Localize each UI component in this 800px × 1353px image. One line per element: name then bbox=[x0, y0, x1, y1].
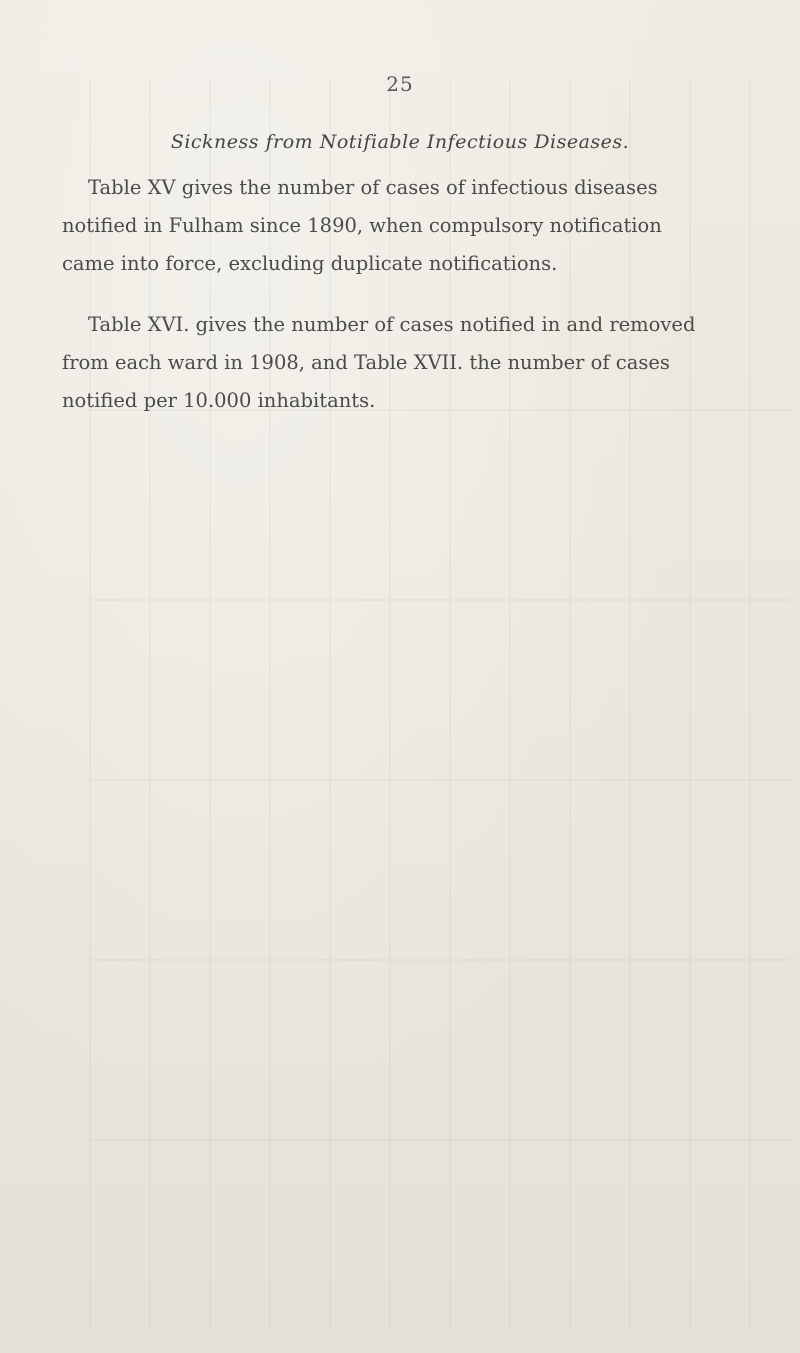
paragraph-line: notified in Fulham since 1890, when compulsory notification bbox=[62, 214, 662, 237]
section-title: Sickness from Notifiable Infectious Diseases. bbox=[170, 131, 630, 153]
paragraph-table-xv bbox=[62, 169, 738, 283]
page-number: 25 bbox=[386, 72, 414, 96]
paragraph-line: Table XV gives the number of cases of infectious diseases bbox=[88, 176, 658, 199]
paragraph-line: Table XVI. gives the number of cases notified in and removed bbox=[88, 313, 696, 336]
paragraph-line: came into force, excluding duplicate notifications. bbox=[62, 252, 558, 275]
paragraph-line: notified per 10.000 inhabitants. bbox=[62, 389, 376, 412]
paragraph-line: from each ward in 1908, and Table XVII. the number of cases bbox=[62, 351, 670, 374]
paragraph-table-xvi bbox=[62, 306, 738, 420]
